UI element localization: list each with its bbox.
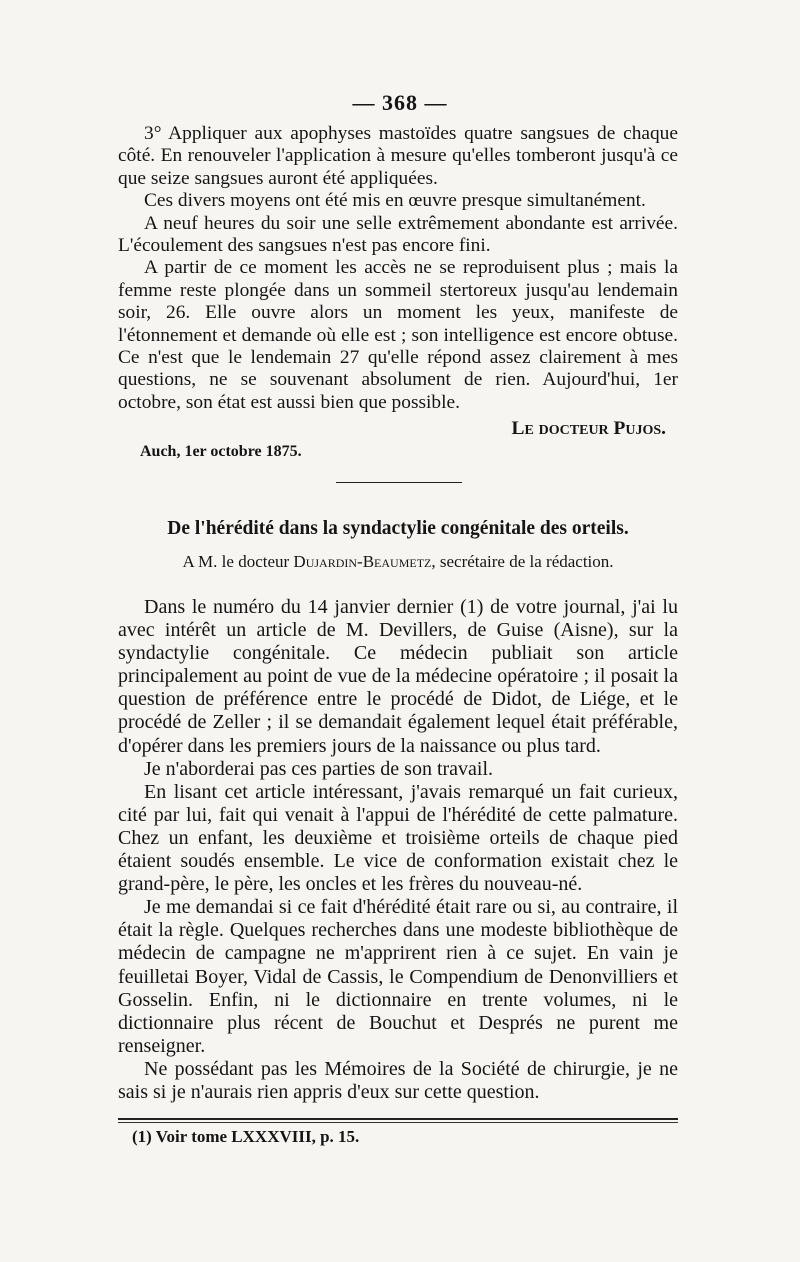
paragraph: Je me demandai si ce fait d'hérédité était rare ou si, au contraire, il était la règle. Quelques recherches dans une modeste bibliothèque de médecin de campagne ne m'apprirent rien à ce sujet. En vain je feuilletai Boyer, Vidal de Cassis, le Compendium de Denonvilliers et Gosselin. Enfin, ni le dictionnaire en trente volumes, ni le dictionnaire plus récent de Bouchut et Després ne purent me renseigner.: [118, 896, 678, 1057]
paragraph: Ne possédant pas les Mémoires de la Société de chirurgie, je ne sais si je n'aurais rien appris d'eux sur cette question.: [118, 1057, 678, 1103]
footnote-rule-thin: [118, 1122, 678, 1123]
page-number: — 368 —: [352, 90, 448, 115]
addressee-prefix: A M. le docteur: [182, 552, 290, 571]
paragraph: Dans le numéro du 14 janvier dernier (1) de votre journal, j'ai lu avec intérêt un article de M. Devillers, de Guise (Aisne), sur la syndactylie congénitale. Ce médecin publiait son article principalement au point de vue de la médecine opératoire ; il posait la question de préférence entre le procédé de Didot, de Liége, et le procédé de Zeller ; il se demandait également lequel était préférable, d'opérer dans les premiers jours de la naissance ou plus tard.: [118, 596, 678, 757]
footnote: (1) Voir tome LXXXVIII, p. 15.: [132, 1127, 360, 1146]
footnote-rule: [118, 1118, 678, 1120]
paragraph: A neuf heures du soir une selle extrêmement abondante est arrivée. L'écoulement des sangsues n'est pas encore fini.: [118, 212, 678, 257]
signature: Le docteur Pujos.: [511, 418, 666, 439]
article-body: [118, 596, 678, 1104]
addressee-suffix: , secrétaire de la rédaction.: [431, 552, 614, 571]
paragraph: Ces divers moyens ont été mis en œuvre presque simultanément.: [144, 190, 646, 212]
paragraph: En lisant cet article intéressant, j'avais remarqué un fait curieux, cité par lui, fait qui venait à l'appui de l'hérédité de cette palmature. Chez un enfant, les deuxième et troisième orteils de chaque pied étaient soudés ensemble. Le vice de conformation existait chez le grand-père, le père, les oncles et les frères du nouveau-né.: [118, 780, 678, 896]
addressee-line: [118, 552, 678, 572]
upper-text-block: [118, 123, 678, 414]
paragraph: 3° Appliquer aux apophyses mastoïdes quatre sangsues de chaque côté. En renouveler l'application à mesure qu'elles tomberont jusqu'à ce que seize sangsues auront été appliquées.: [118, 123, 678, 189]
place-date: Auch, 1er octobre 1875.: [140, 443, 302, 460]
paragraph: A partir de ce moment les accès ne se reproduisent plus ; mais la femme reste plongée dans un sommeil stertoreux jusqu'au lendemain soir, 26. Elle ouvre alors un moment les yeux, manifeste de l'étonnement et demande où elle est ; son intelligence est encore obtuse. Ce n'est que le lendemain 27 qu'elle répond assez clairement à mes questions, ne se souvenant absolument de rien. Aujourd'hui, 1er octobre, son état est aussi bien que possible.: [118, 257, 678, 413]
paragraph: Je n'aborderai pas ces parties de son travail.: [144, 757, 494, 780]
addressee-name: Dujardin-Beaumetz: [293, 552, 432, 571]
article-title: De l'hérédité dans la syndactylie congénitale des orteils.: [167, 518, 629, 539]
section-divider: [336, 482, 462, 483]
